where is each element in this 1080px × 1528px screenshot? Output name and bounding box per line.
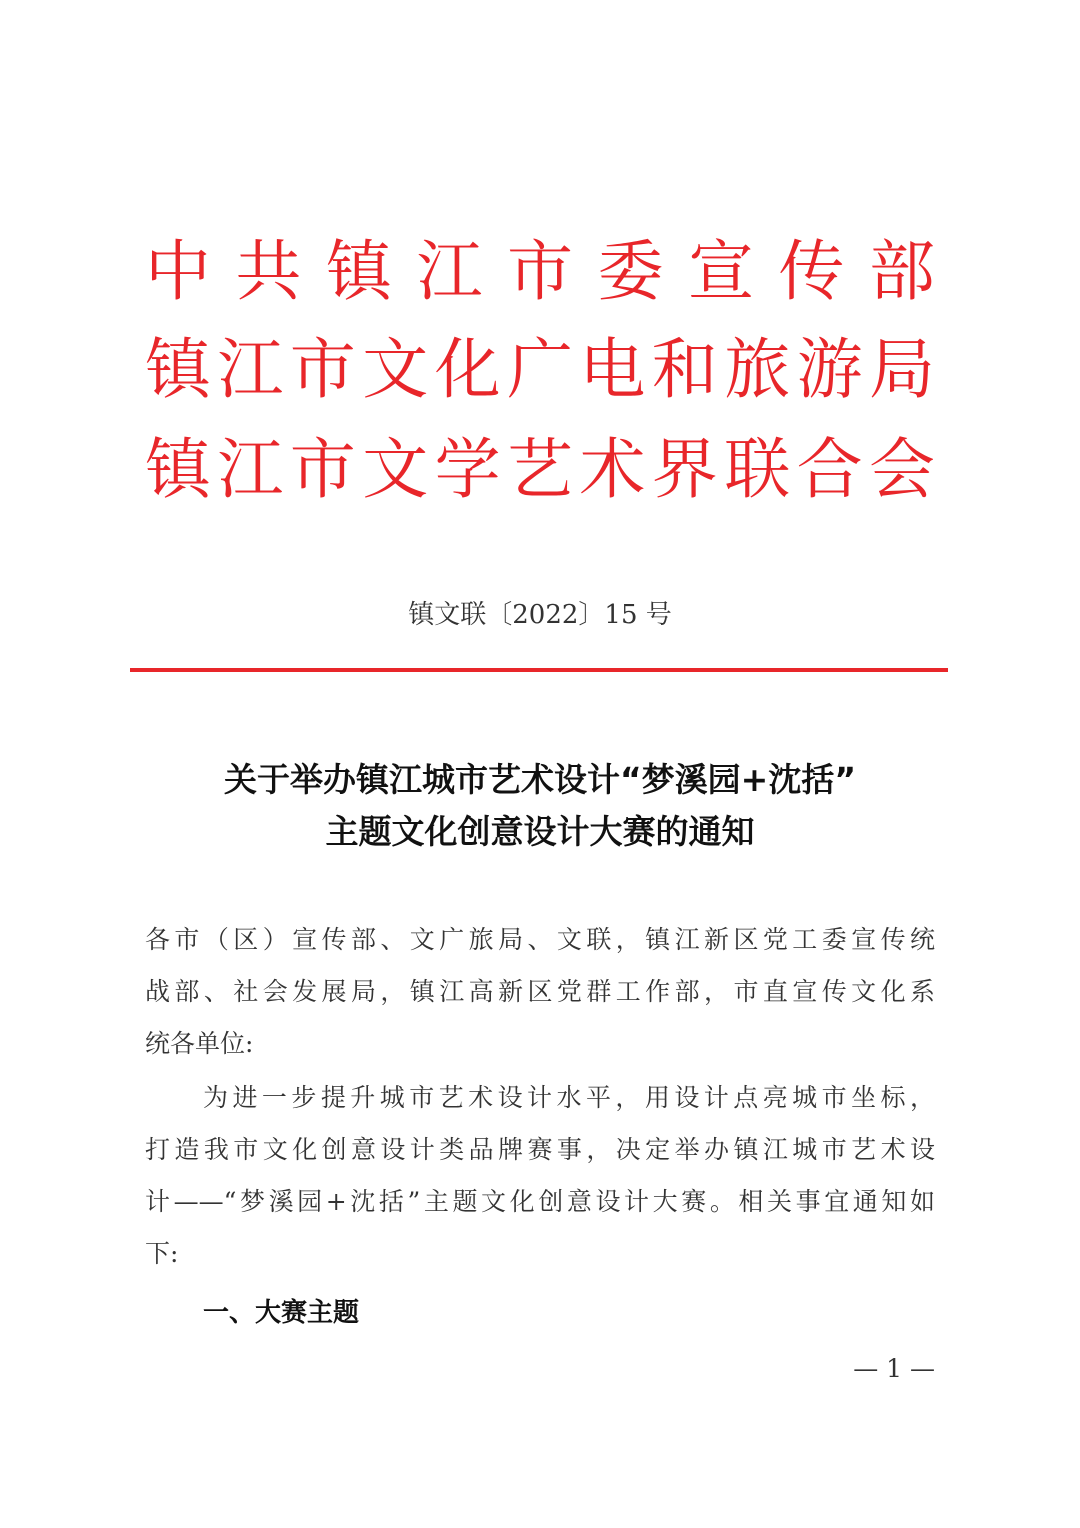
paragraph-line-3: 计——“梦溪园+沈括”主题文化创意设计大赛。相关事宜通知如 bbox=[145, 1187, 935, 1216]
red-divider bbox=[130, 668, 948, 672]
paragraph-line-2: 打造我市文化创意设计类品牌赛事，决定举办镇江城市艺术设 bbox=[145, 1135, 935, 1164]
header-org-line-2: 镇江市文化广电和旅游局 bbox=[145, 331, 935, 408]
header-org-line-3: 镇江市文学艺术界联合会 bbox=[145, 431, 935, 508]
page-number: — 1 — bbox=[853, 1354, 935, 1383]
notice-title-line-2: 主题文化创意设计大赛的通知 bbox=[325, 812, 755, 851]
paragraph-line-4: 下: bbox=[145, 1239, 179, 1268]
recipients-line-1: 各市（区）宣传部、文广旅局、文联，镇江新区党工委宣传统 bbox=[145, 925, 935, 954]
paragraph-line-1: 为进一步提升城市艺术设计水平，用设计点亮城市坐标， bbox=[203, 1083, 935, 1112]
notice-title-line-1: 关于举办镇江城市艺术设计“梦溪园+沈括” bbox=[223, 760, 857, 799]
recipients-line-2: 战部、社会发展局，镇江高新区党群工作部，市直宣传文化系 bbox=[145, 977, 935, 1006]
header-org-line-1: 中共镇江市委宣传部 bbox=[145, 233, 935, 310]
recipients-line-3: 统各单位: bbox=[145, 1029, 254, 1058]
document-number: 镇文联〔2022〕15 号 bbox=[408, 600, 672, 630]
section-heading: 一、大赛主题 bbox=[203, 1298, 360, 1328]
